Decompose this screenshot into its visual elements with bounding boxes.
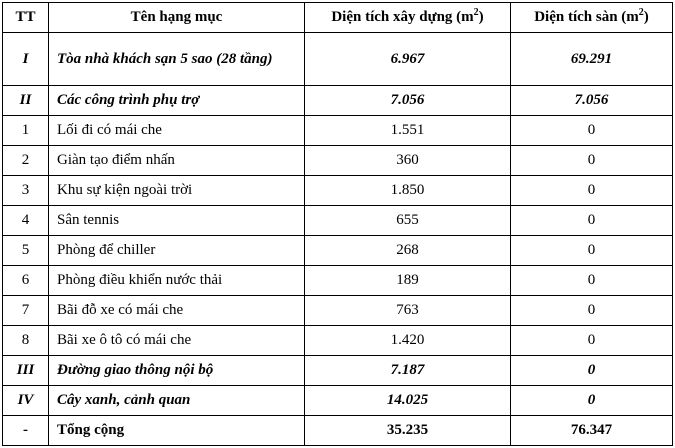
row-floor-area: 69.291 <box>511 33 673 86</box>
row-name: Đường giao thông nội bộ <box>49 356 305 386</box>
row-floor-area: 0 <box>511 266 673 296</box>
row-floor-area: 0 <box>511 176 673 206</box>
total-row <box>3 416 673 446</box>
table-row <box>3 146 673 176</box>
row-name: Các công trình phụ trợ <box>49 86 305 116</box>
row-build-area: 189 <box>305 266 511 296</box>
row-floor-area: 0 <box>511 356 673 386</box>
total-label: Tổng cộng <box>49 416 305 446</box>
table-row <box>3 386 673 416</box>
row-tt: II <box>3 86 49 116</box>
row-name: Cây xanh, cảnh quan <box>49 386 305 416</box>
row-tt: III <box>3 356 49 386</box>
row-floor-area: 0 <box>511 116 673 146</box>
header-row <box>3 3 673 33</box>
row-build-area: 1.850 <box>305 176 511 206</box>
header-floor-area-text: Diện tích sàn (m <box>534 9 639 25</box>
row-floor-area: 0 <box>511 206 673 236</box>
row-build-area: 1.551 <box>305 116 511 146</box>
row-tt: 4 <box>3 206 49 236</box>
row-name: Khu sự kiện ngoài trời <box>49 176 305 206</box>
row-tt: 2 <box>3 146 49 176</box>
header-name: Tên hạng mục <box>49 3 305 33</box>
row-floor-area: 0 <box>511 146 673 176</box>
table-row <box>3 296 673 326</box>
row-tt: 7 <box>3 296 49 326</box>
row-build-area: 763 <box>305 296 511 326</box>
header-tt: TT <box>3 3 49 33</box>
table-row <box>3 206 673 236</box>
table-row <box>3 116 673 146</box>
row-name: Bãi đỗ xe có mái che <box>49 296 305 326</box>
row-floor-area: 7.056 <box>511 86 673 116</box>
table-row <box>3 33 673 86</box>
row-build-area: 268 <box>305 236 511 266</box>
area-table <box>2 2 673 446</box>
total-build-area: 35.235 <box>305 416 511 446</box>
table-row <box>3 356 673 386</box>
row-tt: 1 <box>3 116 49 146</box>
total-floor-area: 76.347 <box>511 416 673 446</box>
row-build-area: 360 <box>305 146 511 176</box>
row-name: Lối đi có mái che <box>49 116 305 146</box>
table-row <box>3 86 673 116</box>
row-tt: 5 <box>3 236 49 266</box>
row-build-area: 7.056 <box>305 86 511 116</box>
header-build-area-close: ) <box>478 9 484 25</box>
row-build-area: 1.420 <box>305 326 511 356</box>
total-tt: - <box>3 416 49 446</box>
row-floor-area: 0 <box>511 386 673 416</box>
row-tt: 8 <box>3 326 49 356</box>
row-name: Bãi xe ô tô có mái che <box>49 326 305 356</box>
row-tt: 3 <box>3 176 49 206</box>
header-build-area-sup: 2 <box>473 7 479 18</box>
row-name: Phòng điều khiển nước thải <box>49 266 305 296</box>
row-tt: I <box>3 33 49 86</box>
table-row <box>3 266 673 296</box>
table-row <box>3 326 673 356</box>
row-tt: 6 <box>3 266 49 296</box>
row-tt: IV <box>3 386 49 416</box>
header-floor-area-close: ) <box>643 9 649 25</box>
row-name: Tòa nhà khách sạn 5 sao (28 tầng) <box>49 33 305 86</box>
header-floor-area-sup: 2 <box>638 7 644 18</box>
row-floor-area: 0 <box>511 326 673 356</box>
row-name: Giàn tạo điểm nhấn <box>49 146 305 176</box>
row-build-area: 14.025 <box>305 386 511 416</box>
row-floor-area: 0 <box>511 236 673 266</box>
header-floor-area <box>511 3 673 33</box>
row-build-area: 7.187 <box>305 356 511 386</box>
header-build-area <box>305 3 511 33</box>
table-row <box>3 236 673 266</box>
table-row <box>3 176 673 206</box>
row-floor-area: 0 <box>511 296 673 326</box>
row-name: Phòng để chiller <box>49 236 305 266</box>
row-build-area: 6.967 <box>305 33 511 86</box>
header-build-area-text: Diện tích xây dựng (m <box>331 9 474 25</box>
row-build-area: 655 <box>305 206 511 236</box>
row-name: Sân tennis <box>49 206 305 236</box>
